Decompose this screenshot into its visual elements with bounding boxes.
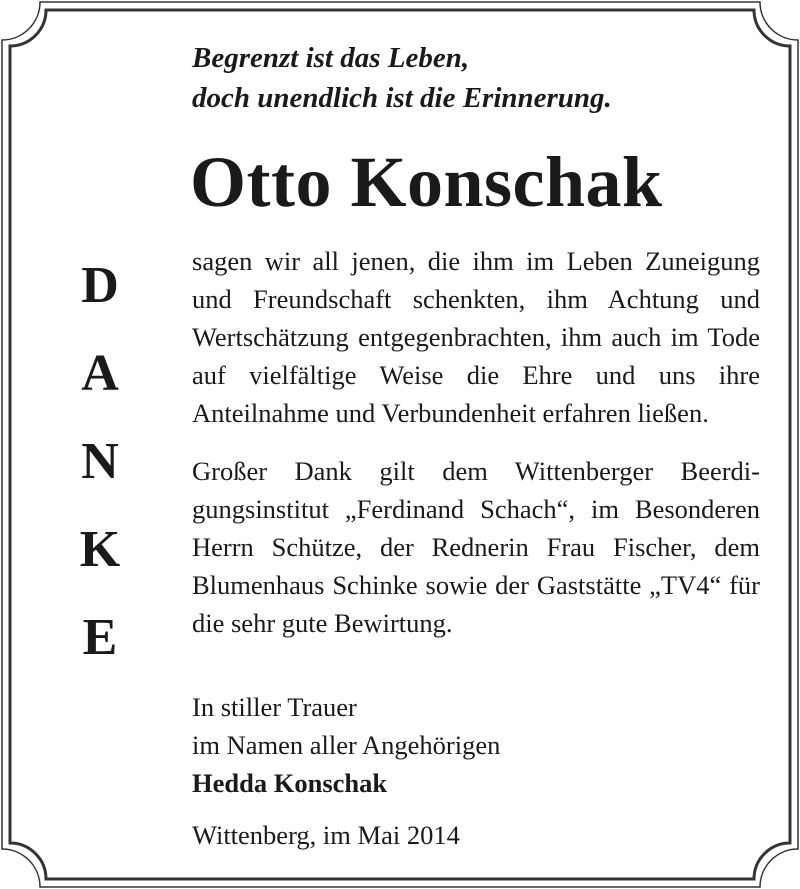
deceased-name: Otto Konschak bbox=[190, 142, 663, 222]
danke-vertical-word bbox=[60, 242, 140, 682]
special-thanks-paragraph: Großer Dank gilt dem Wittenberger Beerdigungsinstitut „Ferdinand Schach“, im Besonderen Herrn Schütze, der Rednerin Frau Fischer, dem Blumenhaus Schinke sowie der Gaststätte „TV4“ für die sehr gute Bewirtung. bbox=[192, 456, 760, 638]
quote-line-1: Begrenzt ist das Leben, bbox=[192, 42, 470, 74]
danke-letter-k: K bbox=[79, 521, 121, 578]
thanks-paragraph: sagen wir all jenen, die ihm im Leben Zuneigung und Freundschaft schenkten, ihm Achtung und Wertschätzung entgegenbrachten, ihm auch im Tode auf vielfältige Weise die Ehre und uns ihre Anteilnahme und Verbundenheit erfahren ließen. bbox=[192, 246, 760, 428]
place-date: Wittenberg, im Mai 2014 bbox=[192, 820, 460, 850]
signature-line-2: im Namen aller Angehörigen bbox=[192, 730, 501, 760]
danke-letter-a: A bbox=[81, 345, 119, 402]
signer-name: Hedda Konschak bbox=[192, 768, 388, 798]
memorial-quote bbox=[192, 38, 612, 118]
danke-letter-n: N bbox=[81, 433, 119, 490]
danke-letter-e: E bbox=[82, 609, 118, 666]
body-text bbox=[192, 242, 760, 642]
signature-line-1: In stiller Trauer bbox=[192, 692, 357, 722]
quote-line-2: doch unendlich ist die Erinnerung. bbox=[192, 82, 612, 114]
signature-block bbox=[192, 688, 500, 802]
danke-letter-d: D bbox=[81, 257, 119, 314]
